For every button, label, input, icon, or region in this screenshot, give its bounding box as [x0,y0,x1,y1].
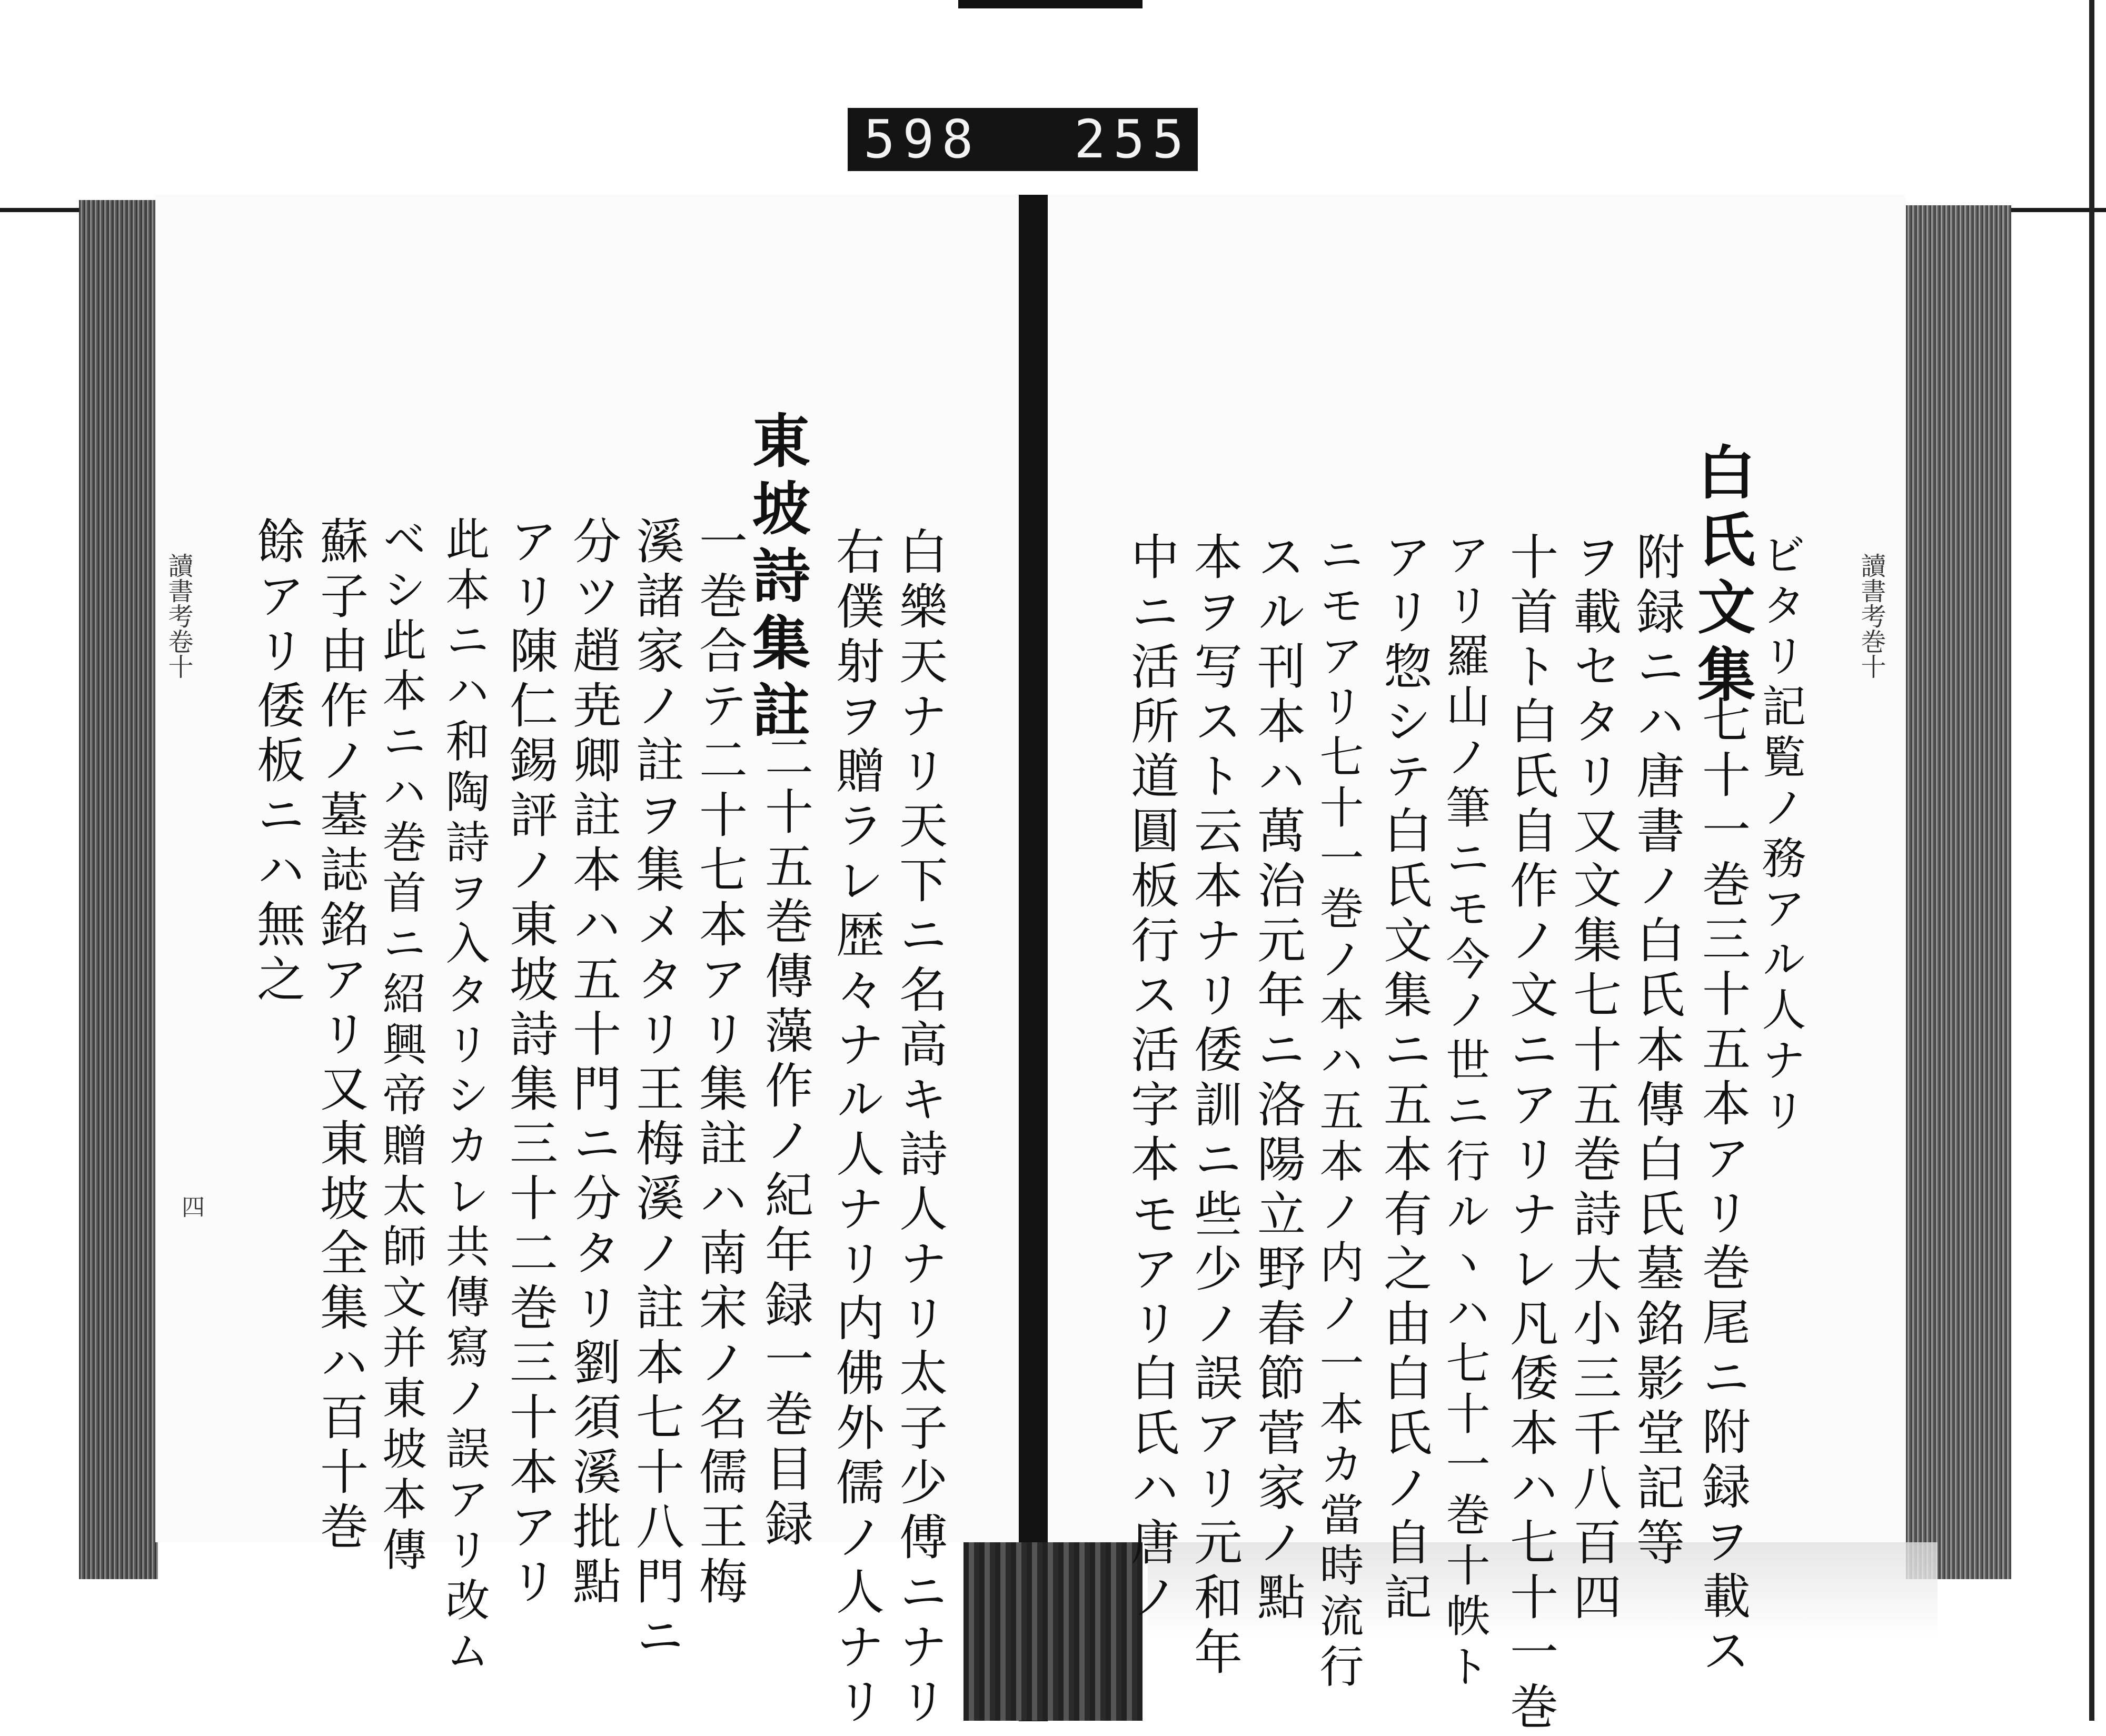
text-column: 蘇子由作ノ墓誌銘アリ又東坡全集ハ百十巻 [312,516,369,1556]
text-column: スル刊本ハ萬治元年ニ洛陽立野春節菅家ノ點 [1249,532,1306,1627]
text-column: 白樂天ナリ天下ニ名高キ詩人ナリ太子少傅ニナリ [891,526,948,1731]
text-column: 餘アリ倭板ニハ無之 [249,516,305,1009]
text-column: ニモアリ七十一巻ノ本ハ五本ノ内ノ一本カ當時流行 [1313,532,1364,1694]
text-column: 右僕射ヲ贈ラレ歴々ナル人ナリ内佛外儒ノ人ナリ [828,526,885,1731]
right-page-edges [1906,205,2011,1579]
section-heading: 東坡詩集註 [743,411,811,747]
text-column: 中ニ活所道圓板行ス活字本モアリ白氏ハ唐ノ [1123,532,1179,1627]
text-column: アリ陳仁錫評ノ東坡詩集三十二巻三十本アリ [502,516,558,1611]
text-column: ビタリ記覧ノ務アル人ナリ [1755,532,1806,1138]
text-column: 一巻合テ二十七本アリ集註ハ南宋ノ名儒王梅 [691,516,748,1611]
text-column: 附録ニハ唐書ノ白氏本傳白氏墓銘影堂記等 [1628,532,1685,1572]
text-column: アリ惣シテ白氏文集ニ五本有之由白氏ノ自記 [1376,532,1432,1627]
right-running-head: 讀書考巻十 [1856,553,1886,679]
left-page-edges [79,200,158,1579]
left-folio: 四 [177,1195,204,1218]
text-column: 本ヲ写スト云本ナリ倭訓ニ些少ノ誤アリ元和年 [1186,532,1243,1681]
text-column: アリ羅山ノ筆ニモ今ノ世ニ行ルヽハ七十一巻十帙ト [1439,532,1491,1694]
book-spine [963,1542,1143,1721]
text-column: 二十五巻傳藻作ノ紀年録一巻目録 [757,732,813,1553]
frame-counter [848,108,1198,171]
frame-counter-left: 598 [863,108,981,170]
text-column: ベシ此本ニハ巻首ニ紹興帝贈太師文并東坡本傳 [375,516,427,1577]
film-edge-stub [958,0,1143,8]
text-column: 十首ト白氏自作ノ文ニアリナレ凡倭本ハ七十一巻 [1502,532,1558,1736]
film-frame-edge [2089,0,2094,1721]
text-column: 此本ニハ和陶詩ヲ入タリシカレ共傳寫ノ誤アリ改ム [439,516,490,1678]
text-column: ヲ載セタリ又文集七十五巻詩大小三千八百四 [1565,532,1622,1627]
left-running-head: 讀書考卷十 [164,553,193,679]
text-column: 溪諸家ノ註ヲ集メタリ王梅溪ノ註本七十八門ニ [628,516,684,1665]
section-heading: 白氏文集 [1688,442,1756,712]
text-column: 七十一巻三十五本アリ巻尾ニ附録ヲ載ス [1694,695,1751,1680]
book-gutter [1019,195,1048,1721]
frame-counter-right: 255 [1074,108,1191,170]
text-column: 分ツ趙尭卿註本ハ五十門ニ分タリ劉須溪批點 [565,516,621,1611]
